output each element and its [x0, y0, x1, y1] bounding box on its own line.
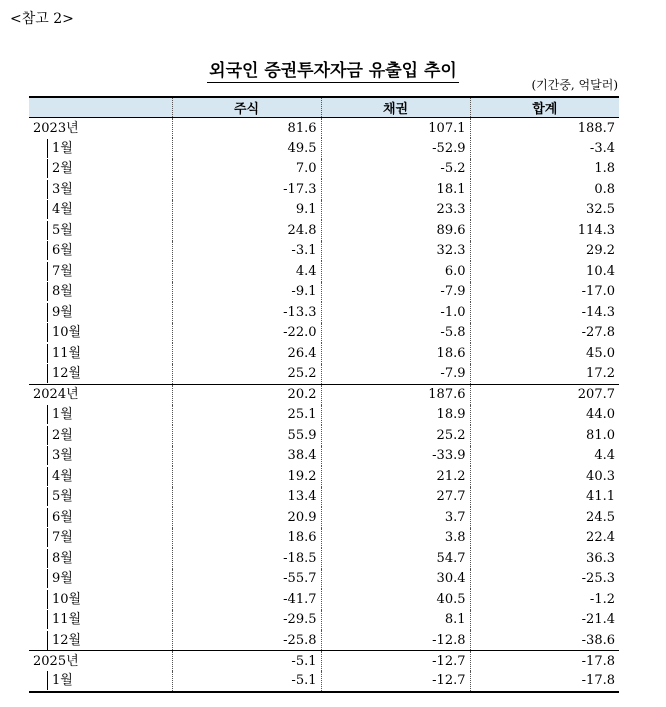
- stock-value: 7.0: [172, 159, 321, 180]
- year-row: [29, 384, 619, 405]
- total-value: 81.0: [470, 425, 619, 446]
- year-row: [29, 651, 619, 672]
- month-row: [29, 446, 619, 467]
- month-row: [29, 220, 619, 241]
- month-label-text: 2월: [47, 426, 73, 445]
- period-label: [29, 589, 172, 610]
- stock-value: 81.6: [172, 118, 321, 139]
- bond-value: 3.8: [321, 528, 470, 549]
- month-row: [29, 159, 619, 180]
- bond-value: 8.1: [321, 610, 470, 631]
- total-value: -21.4: [470, 610, 619, 631]
- month-row: [29, 282, 619, 303]
- total-value: -14.3: [470, 302, 619, 323]
- period-label: [29, 630, 172, 651]
- total-value: 44.0: [470, 405, 619, 426]
- period-label: [29, 200, 172, 221]
- stock-value: -18.5: [172, 548, 321, 569]
- bond-value: 18.1: [321, 179, 470, 200]
- stock-value: -55.7: [172, 569, 321, 590]
- period-label: [29, 138, 172, 159]
- period-label: 2025년: [29, 651, 172, 672]
- period-label: [29, 241, 172, 262]
- period-label: [29, 610, 172, 631]
- period-label: [29, 466, 172, 487]
- month-label-text: 7월: [47, 528, 73, 547]
- header-row: [29, 97, 619, 118]
- bond-value: -5.8: [321, 323, 470, 344]
- bond-value: 23.3: [321, 200, 470, 221]
- bond-value: -7.9: [321, 282, 470, 303]
- month-label-text: 6월: [47, 508, 73, 527]
- total-value: -17.8: [470, 671, 619, 692]
- stock-value: -13.3: [172, 302, 321, 323]
- month-row: [29, 569, 619, 590]
- stock-value: 26.4: [172, 343, 321, 364]
- reference-note: <참고 2>: [10, 11, 74, 27]
- month-row: [29, 323, 619, 344]
- stock-value: 55.9: [172, 425, 321, 446]
- period-label: [29, 507, 172, 528]
- bond-value: 25.2: [321, 425, 470, 446]
- stock-value: 49.5: [172, 138, 321, 159]
- bond-value: 27.7: [321, 487, 470, 508]
- month-label-text: 1월: [47, 139, 73, 158]
- stock-value: 9.1: [172, 200, 321, 221]
- bond-value: 32.3: [321, 241, 470, 262]
- total-value: -38.6: [470, 630, 619, 651]
- header-stock: 주식: [172, 97, 321, 118]
- month-row: [29, 487, 619, 508]
- bond-value: -5.2: [321, 159, 470, 180]
- bond-value: -33.9: [321, 446, 470, 467]
- unit-note: (기간중, 억달러): [531, 78, 618, 92]
- total-value: 32.5: [470, 200, 619, 221]
- bond-value: 89.6: [321, 220, 470, 241]
- month-row: [29, 589, 619, 610]
- total-value: 188.7: [470, 118, 619, 139]
- period-label: [29, 343, 172, 364]
- total-value: 29.2: [470, 241, 619, 262]
- month-row: [29, 528, 619, 549]
- period-label: [29, 487, 172, 508]
- bond-value: 107.1: [321, 118, 470, 139]
- period-label: [29, 569, 172, 590]
- stock-value: 25.1: [172, 405, 321, 426]
- stock-value: -17.3: [172, 179, 321, 200]
- total-value: -25.3: [470, 569, 619, 590]
- bond-value: 54.7: [321, 548, 470, 569]
- period-label: [29, 159, 172, 180]
- month-row: [29, 610, 619, 631]
- total-value: 4.4: [470, 446, 619, 467]
- total-value: 10.4: [470, 261, 619, 282]
- month-label-text: 5월: [47, 487, 73, 506]
- period-label: [29, 364, 172, 385]
- total-value: 0.8: [470, 179, 619, 200]
- month-label-text: 3월: [47, 180, 73, 199]
- stock-value: -5.1: [172, 671, 321, 692]
- stock-value: 24.8: [172, 220, 321, 241]
- month-label-text: 6월: [47, 241, 73, 260]
- stock-value: 38.4: [172, 446, 321, 467]
- period-label: [29, 220, 172, 241]
- period-label: 2023년: [29, 118, 172, 139]
- period-label: 2024년: [29, 384, 172, 405]
- month-label-text: 4월: [47, 467, 73, 486]
- month-label-text: 12월: [47, 364, 81, 383]
- total-value: 36.3: [470, 548, 619, 569]
- period-label: [29, 261, 172, 282]
- stock-value: -3.1: [172, 241, 321, 262]
- bond-value: 6.0: [321, 261, 470, 282]
- stock-value: 13.4: [172, 487, 321, 508]
- header-total: 합계: [470, 97, 619, 118]
- month-row: [29, 364, 619, 385]
- header-period: [29, 97, 172, 118]
- month-label-text: 9월: [47, 569, 73, 588]
- total-value: 1.8: [470, 159, 619, 180]
- bond-value: 21.2: [321, 466, 470, 487]
- period-label: [29, 302, 172, 323]
- total-value: 207.7: [470, 384, 619, 405]
- header-bond: 채권: [321, 97, 470, 118]
- bond-value: -12.7: [321, 651, 470, 672]
- total-value: -1.2: [470, 589, 619, 610]
- month-label-text: 2월: [47, 159, 73, 178]
- stock-value: -5.1: [172, 651, 321, 672]
- stock-value: 25.2: [172, 364, 321, 385]
- stock-value: 4.4: [172, 261, 321, 282]
- month-label-text: 1월: [47, 671, 73, 690]
- stock-value: 20.9: [172, 507, 321, 528]
- month-label-text: 9월: [47, 303, 73, 322]
- bond-value: 187.6: [321, 384, 470, 405]
- period-label: [29, 446, 172, 467]
- total-value: -17.8: [470, 651, 619, 672]
- month-label-text: 4월: [47, 200, 73, 219]
- table-title-text: 외국인 증권투자자금 유출입 추이: [209, 61, 457, 81]
- month-row: [29, 507, 619, 528]
- month-row: [29, 630, 619, 651]
- total-value: 22.4: [470, 528, 619, 549]
- total-value: 17.2: [470, 364, 619, 385]
- total-value: -3.4: [470, 138, 619, 159]
- month-row: [29, 302, 619, 323]
- period-label: [29, 323, 172, 344]
- bond-value: 3.7: [321, 507, 470, 528]
- month-row: [29, 548, 619, 569]
- bond-value: -7.9: [321, 364, 470, 385]
- period-label: [29, 405, 172, 426]
- month-row: [29, 261, 619, 282]
- bond-value: 18.9: [321, 405, 470, 426]
- month-label-text: 11월: [47, 610, 81, 629]
- total-value: 24.5: [470, 507, 619, 528]
- month-row: [29, 200, 619, 221]
- foreign-investment-flow-table: [29, 96, 619, 693]
- stock-value: -29.5: [172, 610, 321, 631]
- stock-value: 18.6: [172, 528, 321, 549]
- month-row: [29, 179, 619, 200]
- month-label-text: 10월: [47, 590, 81, 609]
- bond-value: -12.7: [321, 671, 470, 692]
- month-label-text: 3월: [47, 446, 73, 465]
- month-label-text: 11월: [47, 344, 81, 363]
- total-value: 41.1: [470, 487, 619, 508]
- bond-value: 18.6: [321, 343, 470, 364]
- total-value: 114.3: [470, 220, 619, 241]
- month-label-text: 7월: [47, 262, 73, 281]
- total-value: 40.3: [470, 466, 619, 487]
- month-label-text: 8월: [47, 282, 73, 301]
- period-label: [29, 425, 172, 446]
- bond-value: -12.8: [321, 630, 470, 651]
- month-row: [29, 405, 619, 426]
- period-label: [29, 548, 172, 569]
- stock-value: -22.0: [172, 323, 321, 344]
- month-row: [29, 671, 619, 692]
- month-label-text: 10월: [47, 323, 81, 342]
- bond-value: 30.4: [321, 569, 470, 590]
- stock-value: 19.2: [172, 466, 321, 487]
- bond-value: -1.0: [321, 302, 470, 323]
- stock-value: 20.2: [172, 384, 321, 405]
- period-label: [29, 179, 172, 200]
- total-value: -27.8: [470, 323, 619, 344]
- table-body: [29, 118, 619, 692]
- total-value: -17.0: [470, 282, 619, 303]
- month-row: [29, 241, 619, 262]
- month-label-text: 8월: [47, 549, 73, 568]
- year-row: [29, 118, 619, 139]
- month-row: [29, 466, 619, 487]
- total-value: 45.0: [470, 343, 619, 364]
- month-row: [29, 138, 619, 159]
- month-label-text: 12월: [47, 631, 81, 650]
- stock-value: -41.7: [172, 589, 321, 610]
- period-label: [29, 282, 172, 303]
- month-row: [29, 343, 619, 364]
- month-row: [29, 425, 619, 446]
- period-label: [29, 528, 172, 549]
- month-label-text: 1월: [47, 405, 73, 424]
- stock-value: -9.1: [172, 282, 321, 303]
- stock-value: -25.8: [172, 630, 321, 651]
- month-label-text: 5월: [47, 221, 73, 240]
- bond-value: -52.9: [321, 138, 470, 159]
- bond-value: 40.5: [321, 589, 470, 610]
- period-label: [29, 671, 172, 692]
